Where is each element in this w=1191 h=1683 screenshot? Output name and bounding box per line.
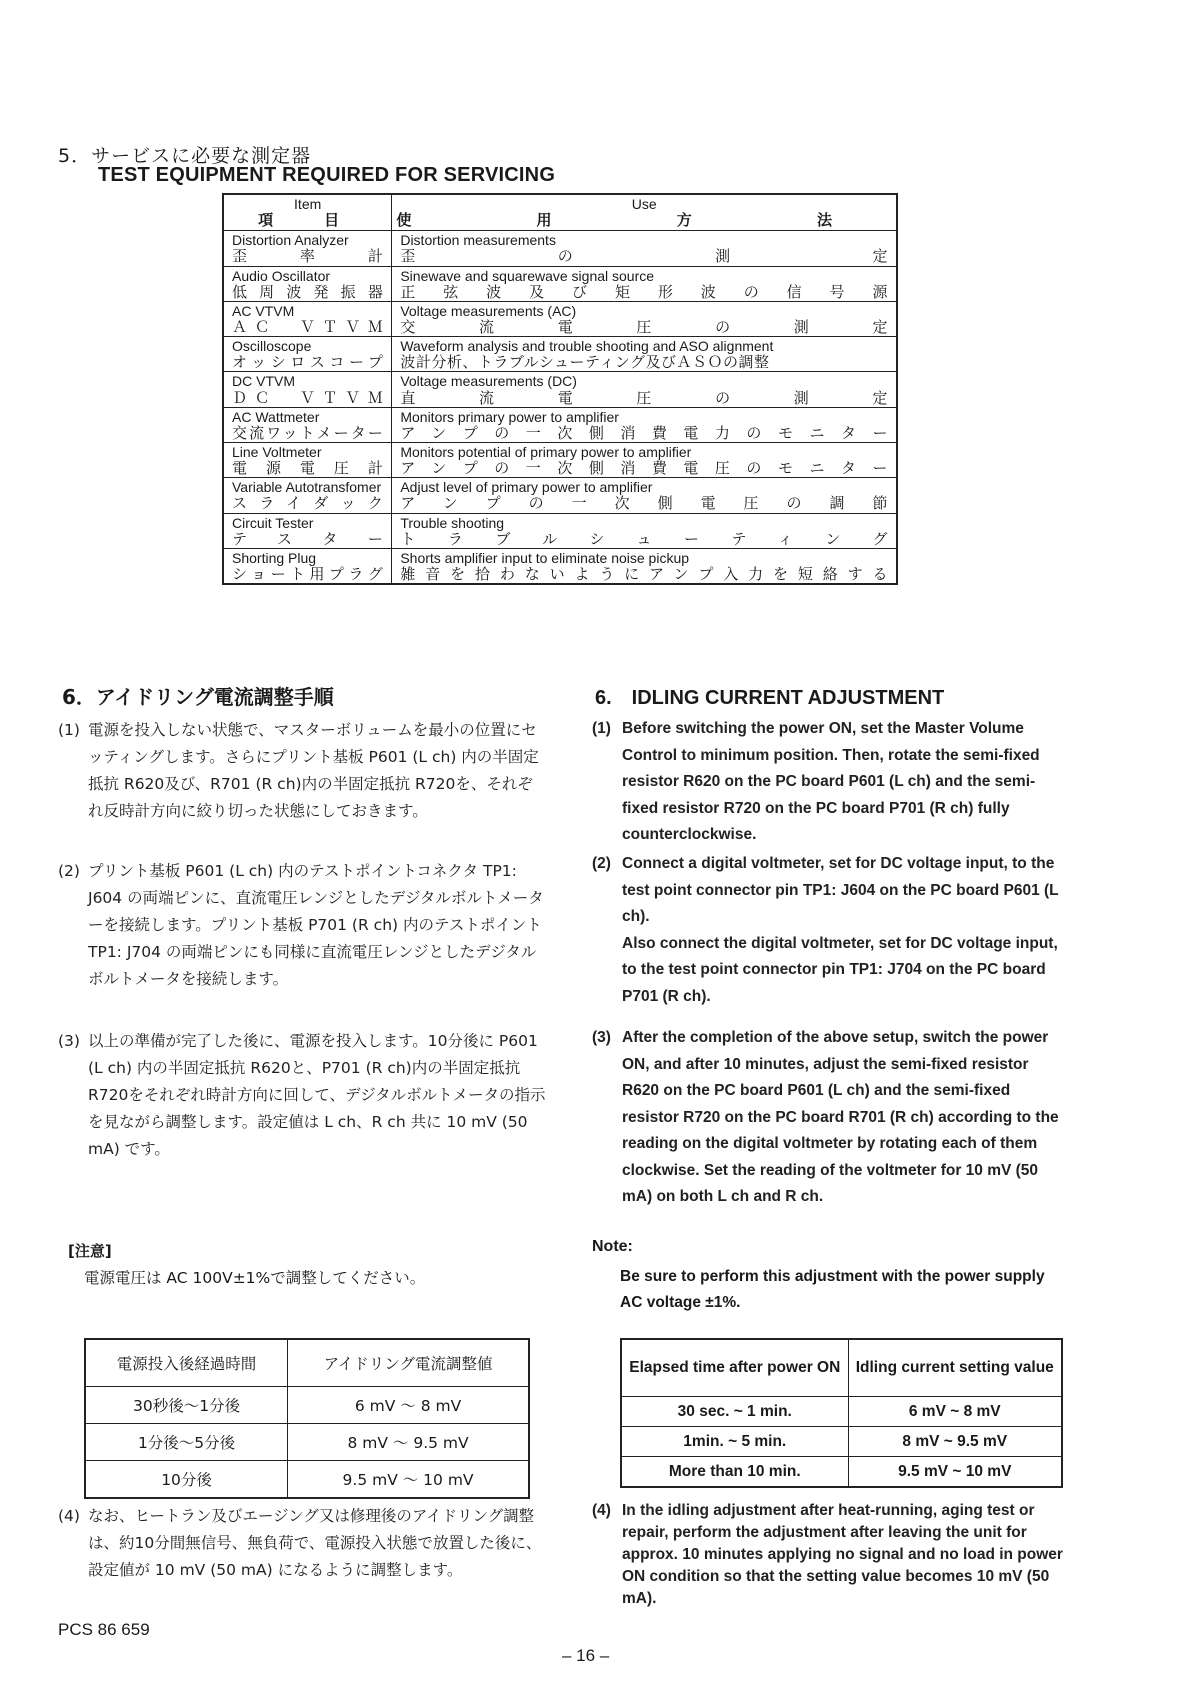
table-cell: 30 sec. ~ 1 min. [621, 1397, 848, 1427]
item-jp: 歪 率 計 [232, 248, 384, 265]
step-number: (4) [58, 1507, 80, 1525]
item-header [223, 194, 392, 231]
step-number: (3) [592, 1029, 611, 1046]
table-row [223, 407, 897, 442]
use-jp: 雑音を拾わないようにアンプ入力を短絡する [400, 566, 888, 583]
step-number: (3) [58, 1032, 80, 1050]
step-jp-4 [58, 1503, 548, 1584]
step-text-part1: Connect a digital voltmeter, set for DC voltage input, to the test point connector pin TP1: J604 on the PC board P601 (L ch). [622, 855, 1059, 925]
item-cell [223, 301, 392, 336]
item-cell [223, 266, 392, 301]
table-cell: 6 mV ～ 8 mV [288, 1387, 529, 1424]
table-cell: 8 mV ～ 9.5 mV [288, 1424, 529, 1461]
use-header-en: Use [631, 196, 657, 212]
item-jp: スライダック [232, 495, 384, 512]
use-jp: アンプの一次側消費電力のモニター [400, 424, 888, 442]
step-number: (2) [58, 862, 80, 880]
step-number: (1) [58, 721, 80, 739]
use-en: Monitors primary power to amplifier [400, 408, 619, 425]
item-jp: ショート用プラグ [232, 566, 384, 583]
table-row [223, 301, 897, 336]
use-en: Waveform analysis and trouble shooting and ASO alignment [400, 338, 774, 355]
step-text: プリント基板 P601 (L ch) 内のテストポイントコネクタ TP1: J604 の両端ピンに、直流電圧レンジとしたデジタルボルトメーターを接続します。プリント基板 P701 (R ch) 内のテストポイント TP1: J704 の両端ピンにも同様に直流電圧レンジとしたデジタルボルトメータを接続します。 [88, 862, 544, 988]
item-en: Oscilloscope [232, 338, 312, 355]
item-cell [223, 443, 392, 478]
use-cell [392, 407, 897, 442]
table-cell: 9.5 mV ~ 10 mV [848, 1457, 1062, 1488]
idling-table-en [620, 1338, 1063, 1488]
item-en: Circuit Tester [232, 514, 314, 531]
table-header-row [85, 1339, 529, 1387]
section6-heading-jp: 6．アイドリング電流調整手順 [62, 685, 334, 709]
table-cell: 6 mV ~ 8 mV [848, 1397, 1062, 1427]
item-en: AC VTVM [232, 302, 295, 319]
item-cell [223, 513, 392, 548]
use-cell [392, 372, 897, 407]
column-header: Elapsed time after power ON [621, 1339, 848, 1397]
note-heading-jp: [注意] [68, 1242, 112, 1260]
table-cell: 30秒後～1分後 [85, 1387, 288, 1424]
table-row [223, 372, 897, 407]
table-cell: More than 10 min. [621, 1457, 848, 1488]
section5-heading-en: TEST EQUIPMENT REQUIRED FOR SERVICING [98, 164, 556, 186]
document-code: PCS 86 659 [58, 1620, 150, 1639]
item-cell [223, 372, 392, 407]
step-number: (1) [592, 720, 611, 737]
table-row [223, 513, 897, 548]
use-cell [392, 301, 897, 336]
table-row [85, 1461, 529, 1499]
note-text-jp: 電源電圧は AC 100V±1%で調整してください。 [84, 1269, 426, 1287]
use-cell [392, 443, 897, 478]
item-jp: 交流ワットメーター [232, 424, 384, 442]
use-cell [392, 513, 897, 548]
page-number: – 16 – [562, 1646, 610, 1665]
step-en-3 [592, 1025, 1067, 1211]
section6-heading-en: 6. IDLING CURRENT ADJUSTMENT [595, 687, 945, 709]
table-row [223, 548, 897, 584]
use-en: Voltage measurements (AC) [400, 302, 577, 319]
item-en: Shorting Plug [232, 549, 317, 566]
item-jp: ＡＣ ＶＴＶＭ [232, 319, 384, 336]
step-text: Before switching the power ON, set the Master Volume Control to minimum position. Then, rotate the semi-fixed resistor R620 on the PC board P601 (L ch) and the semi-fixed resistor R720 on the PC board P701 (R ch) fully counterclockwise. [622, 720, 1040, 843]
use-jp: トラブルシューティング [400, 530, 888, 547]
item-jp: 電源電圧計 [232, 460, 384, 477]
table-row [85, 1387, 529, 1424]
step-text-part2: Also connect the digital voltmeter, set for DC voltage input, to the test point connector pin TP1: J704 on the PC board P701 (R ch). [622, 934, 1058, 1005]
use-cell [392, 231, 897, 266]
use-header [392, 194, 897, 231]
item-jp: ＤＣ ＶＴＶＭ [232, 389, 384, 406]
step-en-1 [592, 716, 1067, 849]
idling-table-jp [84, 1338, 530, 1499]
use-header-jp: 使 用 方 法 [396, 212, 892, 229]
use-jp: 交流電圧の測定 [400, 319, 888, 336]
step-text: なお、ヒートラン及びエージング又は修理後のアイドリング調整は、約10分間無信号、無負荷で、電源投入状態で放置した後に、設定値が 10 mV (50 mA) になるように調整します。 [88, 1507, 542, 1579]
use-cell [392, 266, 897, 301]
column-header: アイドリング電流調整値 [288, 1339, 529, 1387]
section5-heading-jp: 5．サービスに必要な測定器 [58, 145, 312, 167]
step-text: After the completion of the above setup, switch the power ON, and after 10 minutes, adjust the semi-fixed resistor R620 on the PC board P601 (L ch) and the semi-fixed resistor R720 on the PC board R701 (R ch) according to the reading on the digital voltmeter by rotating each of them clockwise. Set the reading of the voltmeter for 10 mV (50 mA) on both L ch and R ch. [622, 1029, 1059, 1205]
use-cell [392, 478, 897, 513]
table-row [621, 1397, 1062, 1427]
note-text-en: Be sure to perform this adjustment with the power supply AC voltage ±1%. [620, 1268, 1045, 1311]
note-heading-en: Note: [592, 1238, 633, 1255]
table-cell: 1min. ~ 5 min. [621, 1427, 848, 1457]
table-cell: 8 mV ~ 9.5 mV [848, 1427, 1062, 1457]
step-jp-3 [58, 1028, 548, 1163]
step-text: 以上の準備が完了した後に、電源を投入します。10分後に P601 (L ch) 内の半固定抵抗 R620と、P701 (R ch)内の半固定抵抗 R720をそれぞれ時計方向に回して、デジタルボルトメータの指示を見ながら調整します。設定値は L ch、R ch 共に 10 mV (50 mA) です。 [88, 1032, 546, 1158]
table-row [223, 337, 897, 372]
table-row [85, 1424, 529, 1461]
use-jp: 正弦波及び矩形波の信号源 [400, 283, 888, 300]
column-header: 電源投入後経過時間 [85, 1339, 288, 1387]
step-en-2 [592, 851, 1067, 1010]
use-en: Voltage measurements (DC) [400, 373, 577, 390]
item-jp: オッシロスコープ [232, 354, 384, 371]
step-jp-2 [58, 858, 548, 993]
item-header-en: Item [294, 196, 322, 212]
equipment-table-header [223, 194, 897, 231]
item-en: Variable Autotransfomer [232, 479, 382, 496]
use-jp: 直流電圧の測定 [400, 389, 888, 406]
item-cell [223, 548, 392, 584]
item-header-jp: 項 目 [258, 212, 358, 229]
table-cell: 1分後～5分後 [85, 1424, 288, 1461]
step-number: (4) [592, 1502, 611, 1519]
step-text: 電源を投入しない状態で、マスターボリュームを最小の位置にセッティングします。さらにプリント基板 P601 (L ch) 内の半固定抵抗 R620及び、R701 (R ch)内の半固定抵抗 R720を、それぞれ反時計方向に絞り切った状態にしておきます。 [88, 721, 539, 820]
equipment-table [222, 193, 898, 585]
item-jp: 低周波発振器 [232, 283, 384, 300]
table-header-row [621, 1339, 1062, 1397]
table-row [621, 1457, 1062, 1488]
table-cell: 10分後 [85, 1461, 288, 1499]
use-en: Adjust level of primary power to amplifier [400, 479, 653, 496]
step-jp-1 [58, 717, 548, 825]
item-jp: テスター [232, 530, 384, 547]
step-en-4 [592, 1500, 1067, 1610]
item-en: Distortion Analyzer [232, 232, 349, 249]
table-row [223, 266, 897, 301]
column-header: Idling current setting value [848, 1339, 1062, 1397]
use-jp: アンプの一次側消費電圧のモニター [400, 460, 888, 477]
table-row [621, 1427, 1062, 1457]
table-cell: 9.5 mV ～ 10 mV [288, 1461, 529, 1499]
item-cell [223, 337, 392, 372]
item-cell [223, 407, 392, 442]
use-cell [392, 337, 897, 372]
use-jp: 波計分析、トラブルシューティング及びＡＳＯの調整 [400, 354, 770, 371]
use-en: Monitors potential of primary power to amplifier [400, 444, 692, 461]
item-en: DC VTVM [232, 373, 295, 390]
use-en: Distortion measurements [400, 232, 556, 249]
step-text: In the idling adjustment after heat-running, aging test or repair, perform the adjustment after leaving the unit for approx. 10 minutes applying no signal and no load in power ON condition so that the setting value becomes 10 mV (50 mA). [622, 1502, 1063, 1607]
item-en: Line Voltmeter [232, 444, 322, 461]
table-row [223, 231, 897, 266]
use-en: Trouble shooting [400, 514, 505, 531]
use-cell [392, 548, 897, 584]
table-row [223, 478, 897, 513]
item-cell [223, 478, 392, 513]
use-en: Sinewave and squarewave signal source [400, 267, 655, 284]
item-cell [223, 231, 392, 266]
use-jp: アンプの一次側電圧の調節 [400, 495, 888, 512]
table-row [223, 443, 897, 478]
step-text [622, 851, 1067, 1010]
use-en: Shorts amplifier input to eliminate noise pickup [400, 549, 690, 566]
use-jp: 歪 の 測 定 [400, 248, 888, 265]
step-number: (2) [592, 855, 611, 872]
item-en: Audio Oscillator [232, 267, 331, 284]
item-en: AC Wattmeter [232, 408, 320, 425]
